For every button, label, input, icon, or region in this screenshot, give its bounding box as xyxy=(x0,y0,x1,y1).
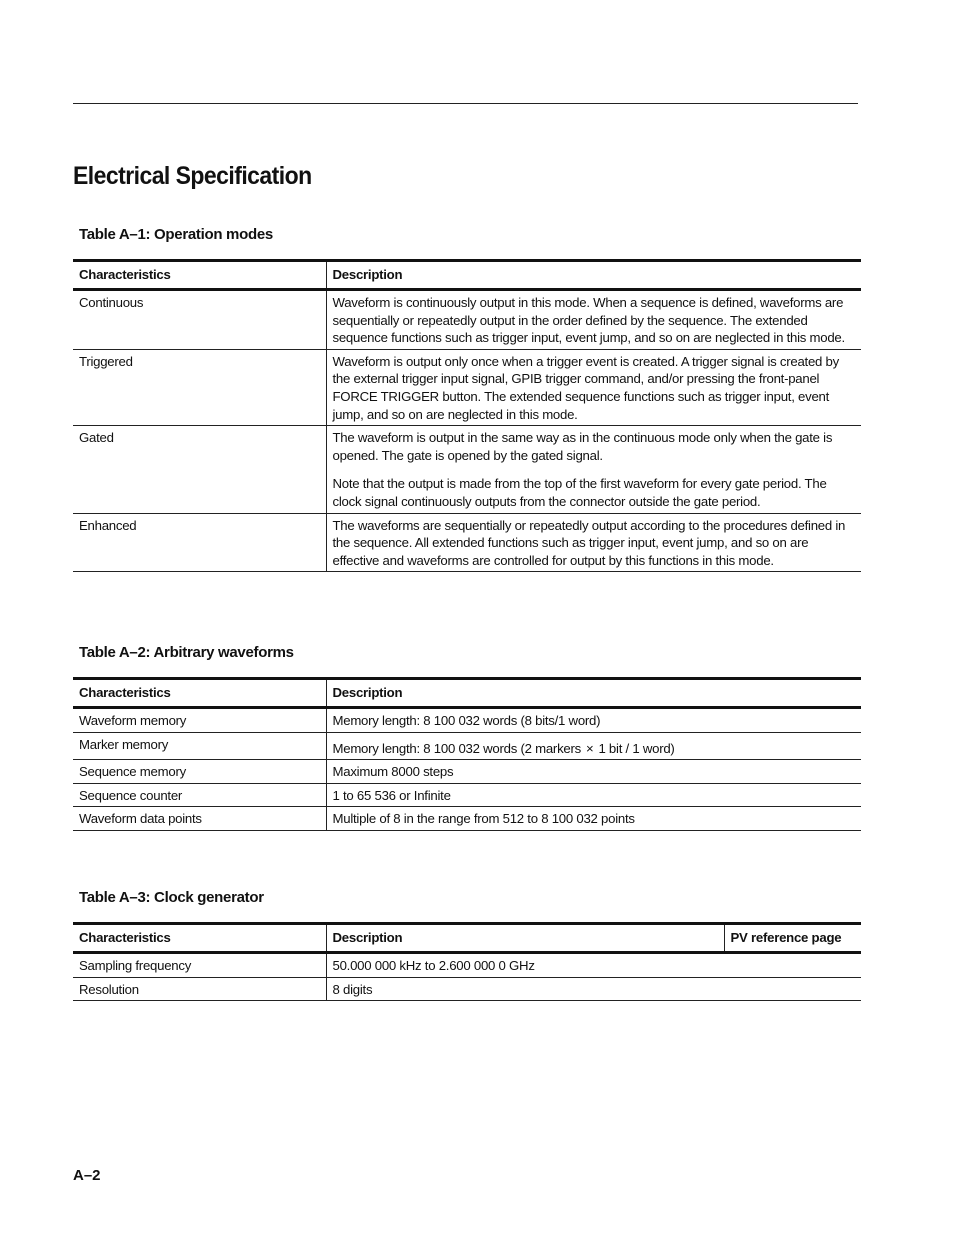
header-rule xyxy=(73,103,858,104)
operation-modes-table xyxy=(73,259,861,572)
page-number: A–2 xyxy=(73,1167,101,1184)
description-cell xyxy=(326,349,861,425)
table-a3-caption: Table A–3: Clock generator xyxy=(79,889,264,906)
table-header-row xyxy=(73,924,861,953)
table-row xyxy=(73,783,861,807)
characteristic-cell: Gated xyxy=(73,426,326,513)
description-text: Memory length: 8 100 032 words (2 markers xyxy=(332,740,581,756)
table-row xyxy=(73,349,861,425)
table-row xyxy=(73,807,861,831)
characteristic-cell: Waveform memory xyxy=(73,708,326,733)
table-row xyxy=(73,977,861,1001)
description-cell: Multiple of 8 in the range from 512 to 8 100 032 points xyxy=(326,807,861,831)
description-cell: Memory length: 8 100 032 words (8 bits/1 word) xyxy=(326,708,861,733)
characteristic-cell: Sampling frequency xyxy=(73,953,326,978)
clock-generator-table xyxy=(73,922,861,1001)
column-header-pv-reference: PV reference page xyxy=(724,924,861,953)
description-text: Waveform is continuously output in this mode. When a sequence is defined, waveforms are sequentially or repeatedly output in the order defined by the sequence. The extended sequence functions such as trigger input, event jump, and so on are neglected in this mode. xyxy=(332,295,845,346)
description-text: The waveforms are sequentially or repeatedly output according to the procedures defined in the sequence. All extended functions such as trigger input, event jump, and so on are effective and waveforms are controlled for output by this functions in this mode. xyxy=(332,517,846,568)
description-cell: 1 to 65 536 or Infinite xyxy=(326,783,861,807)
description-text: Waveform is output only once when a trigger event is created. A trigger signal is created by the external trigger input signal, GPIB trigger command, and/or pressing the front-panel FORCE TRIGGER button. The extended sequence functions such as trigger input, event jump, and so on are neglected in this mode. xyxy=(332,353,839,422)
description-text: The waveform is output in the same way as in the continuous mode only when the gate is opened. The gate is opened by the gated signal. xyxy=(332,430,833,463)
description-cell: Maximum 8000 steps xyxy=(326,760,861,784)
table-row xyxy=(73,732,861,760)
description-cell: 50.000 000 kHz to 2.600 000 0 GHz xyxy=(326,953,861,978)
column-header-characteristics: Characteristics xyxy=(73,679,326,708)
description-cell xyxy=(326,290,861,350)
characteristic-cell: Triggered xyxy=(73,349,326,425)
table-header-row xyxy=(73,261,861,290)
column-header-description: Description xyxy=(326,924,724,953)
table-row xyxy=(73,953,861,978)
characteristic-cell: Waveform data points xyxy=(73,807,326,831)
table-row xyxy=(73,513,861,572)
characteristic-cell: Enhanced xyxy=(73,513,326,572)
table-a2-caption: Table A–2: Arbitrary waveforms xyxy=(79,644,294,661)
characteristic-cell: Sequence counter xyxy=(73,783,326,807)
characteristic-cell: Sequence memory xyxy=(73,760,326,784)
characteristic-cell: Resolution xyxy=(73,977,326,1001)
description-cell: 8 digits xyxy=(326,977,861,1001)
multiply-symbol: × xyxy=(585,740,594,756)
description-cell xyxy=(326,732,861,760)
column-header-description: Description xyxy=(326,261,861,290)
table-header-row xyxy=(73,679,861,708)
table-row xyxy=(73,426,861,513)
description-cell xyxy=(326,426,861,513)
table-row xyxy=(73,760,861,784)
column-header-characteristics: Characteristics xyxy=(73,261,326,290)
column-header-description: Description xyxy=(326,679,861,708)
table-row xyxy=(73,708,861,733)
table-row xyxy=(73,290,861,350)
description-cell xyxy=(326,513,861,572)
description-note: Note that the output is made from the top of the first waveform for every gate period. The clock signal continuously outputs from the connector outside the gate period. xyxy=(332,476,827,509)
page-title: Electrical Specification xyxy=(73,162,312,190)
characteristic-cell: Continuous xyxy=(73,290,326,350)
arbitrary-waveforms-table xyxy=(73,677,861,831)
table-a1-caption: Table A–1: Operation modes xyxy=(79,226,273,243)
characteristic-cell: Marker memory xyxy=(73,732,326,760)
description-text: 1 bit / 1 word) xyxy=(598,740,675,756)
column-header-characteristics: Characteristics xyxy=(73,924,326,953)
